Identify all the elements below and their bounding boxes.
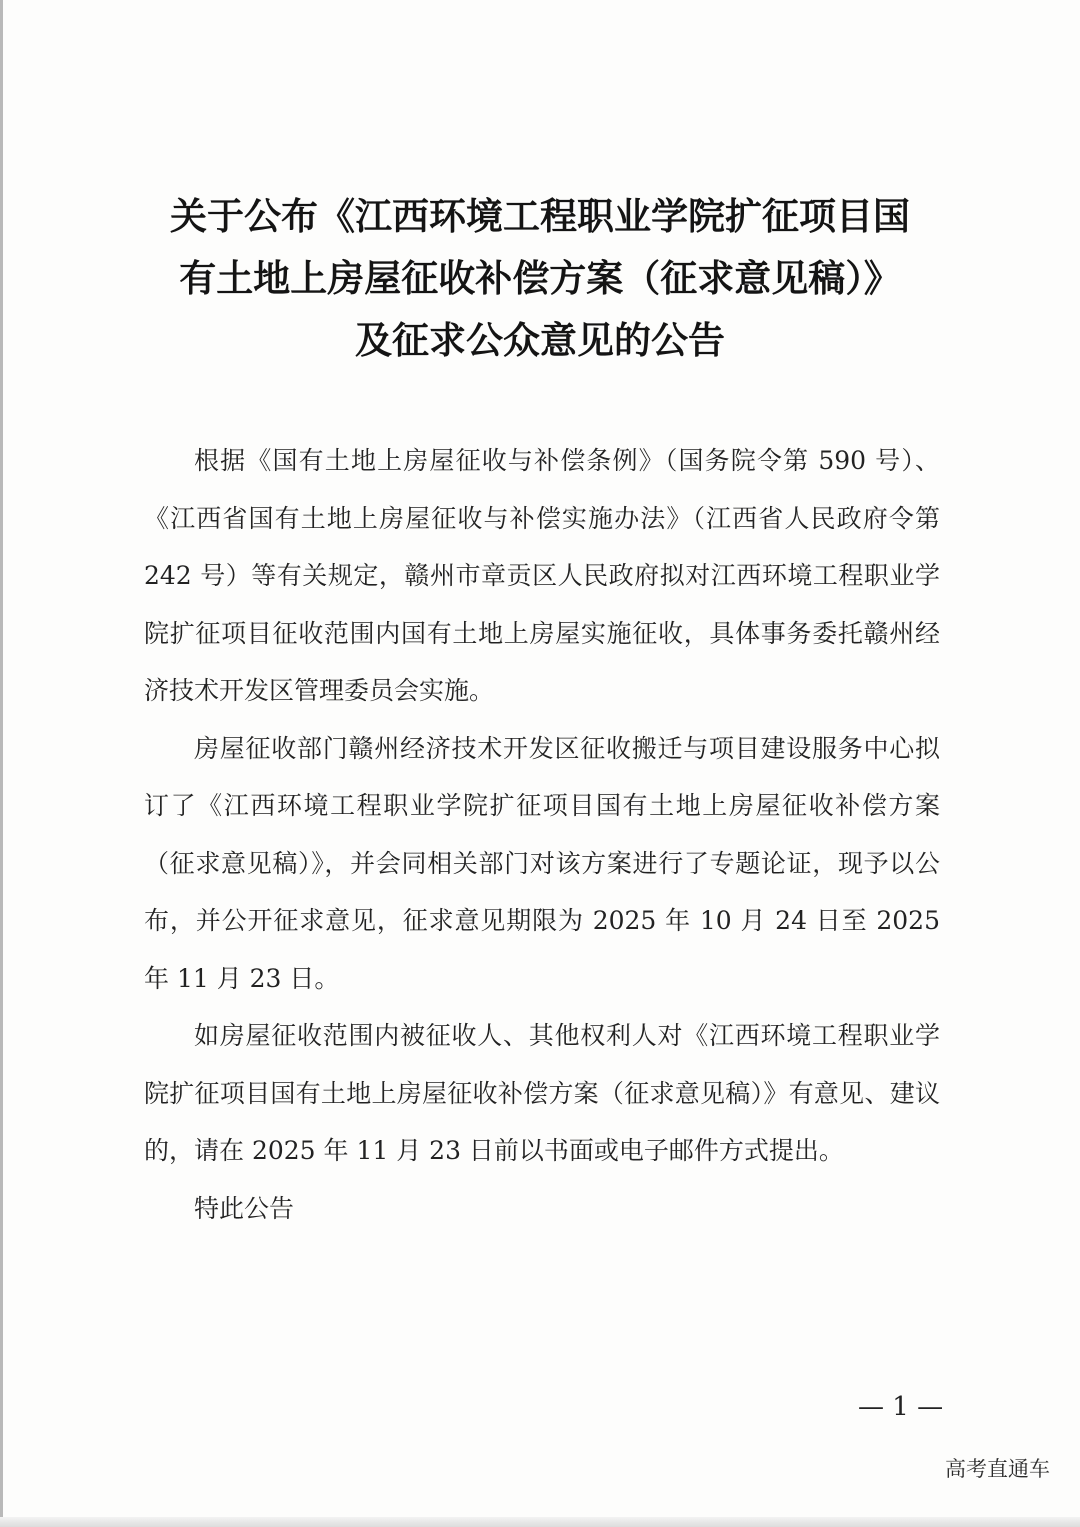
title-line-3: 及征求公众意见的公告 [355, 319, 725, 362]
paragraph-feedback-instructions: 如房屋征收范围内被征收人、其他权利人对《江西环境工程职业学院扩征项目国有土地上房屋征收补偿方案（征求意见稿）》有意见、建议的，请在 2025 年 11 月 23 日前以书面或电子邮件方式提出。 [144, 1021, 940, 1165]
paragraph-consultation-period: 房屋征收部门赣州经济技术开发区征收搬迁与项目建设服务中心拟订了《江西环境工程职业学院扩征项目国有土地上房屋征收补偿方案（征求意见稿）》，并会同相关部门对该方案进行了专题论证，现予以公布，并公开征求意见，征求意见期限为 2025 年 10 月 24 日至 2025 年 11 月 23 日。 [144, 733, 940, 993]
document-body [144, 432, 940, 1237]
source-watermark: 高考直通车 [945, 1457, 1050, 1481]
document-title [140, 186, 940, 372]
paragraph-legal-basis: 根据《国有土地上房屋征收与补偿条例》（国务院令第 590 号）、《江西省国有土地上房屋征收与补偿实施办法》（江西省人民政府令第 242 号）等有关规定，赣州市章贡区人民政府拟对江西环境工程职业学院扩征项目征收范围内国有土地上房屋实施征收，具体事务委托赣州经济技术开发区管理委员会实施。 [144, 446, 940, 705]
title-line-2: 有土地上房屋征收补偿方案（征求意见稿）》 [179, 257, 901, 300]
scan-edge [0, 0, 3, 1527]
closing-statement: 特此公告 [194, 1193, 295, 1223]
page-number: — 1 — [858, 1392, 944, 1422]
scan-edge-bottom [0, 1517, 1080, 1527]
title-line-1: 关于公布《江西环境工程职业学院扩征项目国 [170, 195, 910, 238]
